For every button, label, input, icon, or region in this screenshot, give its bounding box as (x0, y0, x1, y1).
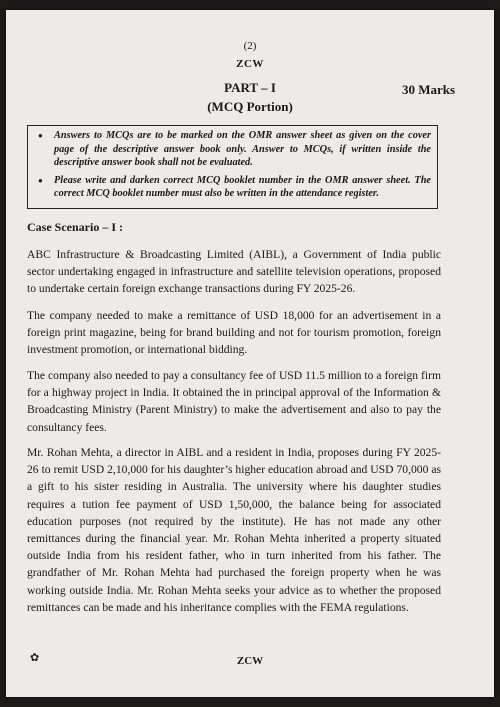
marks-label: 30 Marks (402, 82, 456, 97)
page-number: (2) (243, 40, 257, 52)
flower-icon: ✿ (30, 652, 40, 664)
case-paragraph: The company also needed to pay a consultancy fee of USD 11.5 million to a foreign firm for a highway project in India. It obtained the in principal approval of the Information & Broadcasting Ministry (Parent Ministry) to make the advertisement and also to pay the consultancy fees. (27, 369, 441, 434)
part-title: PART – I (224, 80, 276, 95)
case-paragraph: Mr. Rohan Mehta, a director in AIBL and a resident in India, proposes during FY 2025-26 to remit USD 2,10,000 for his daughter’s higher education abroad and USD 70,000 as a gift to his sister residing in Australia. The university where his daughter studies requires a tution fee payment of USD 1,50,000, the balance being for associated education purposes (not required by the institute). He has not made any other remittances during the financial year. Mr. Rohan Mehta inherited a property situated outside India from his resident father, who in turn inherited from his father. The grandfather of Mr. Rohan Mehta had purchased the foreign property when he was working outside India. Mr. Rohan Mehta seeks your advice as to whether the proposed remittances can be made and his inheritance complies with the FEMA regulations. (27, 446, 441, 614)
footer-code: ZCW (236, 655, 264, 667)
instructions-box (27, 125, 438, 209)
case-paragraph: ABC Infrastructure & Broadcasting Limited (AIBL), a Government of India public sector undertaking engaged in infrastructure and satellite television operations, proposed to undertake certain foreign exchange transactions during FY 2025-26. (27, 248, 441, 296)
instruction-item: ● Answers to MCQs are to be marked on the OMR answer sheet as given on the cover page of the descriptive answer book only. Answer to MCQs, if written inside the descriptive answer book shall not be evaluated. (36, 129, 431, 170)
instructions-list (36, 129, 431, 201)
case-paragraph: The company needed to make a remittance of USD 18,000 for an advertisement in a foreign print magazine, being for brand building and not for tourism promotion, foreign investment promotion, or international bidding. (27, 309, 441, 357)
portion-title: (MCQ Portion) (207, 99, 293, 114)
paper-code: ZCW (236, 58, 264, 70)
case-heading: Case Scenario – I : (27, 220, 123, 234)
instruction-item: ● Please write and darken correct MCQ booklet number in the OMR answer sheet. The correct MCQ booklet number must also be written in the attendance register. (36, 174, 431, 201)
exam-page (6, 10, 494, 697)
